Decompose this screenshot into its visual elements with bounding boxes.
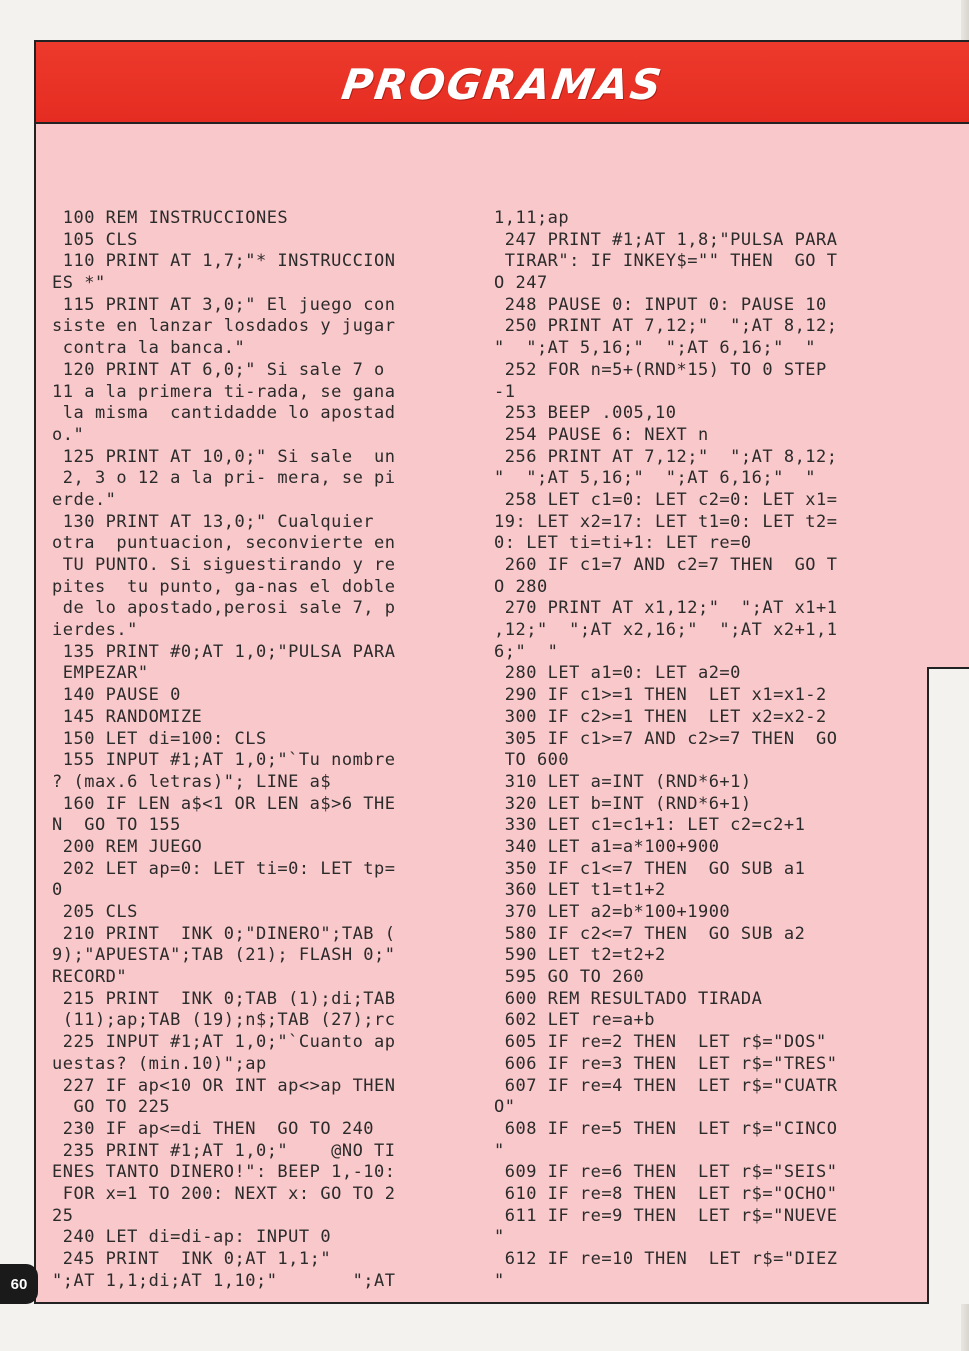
code-line: erde." <box>52 489 117 510</box>
code-line: 280 LET a1=0: LET a2=0 <box>494 663 741 684</box>
code-line: 606 IF re=3 THEN LET r$="TRES" <box>494 1053 838 1074</box>
code-line: 100 REM INSTRUCCIONES <box>52 208 289 228</box>
code-line: 120 PRINT AT 6,0;" Si sale 7 o <box>52 359 385 380</box>
code-line: -1 <box>494 381 516 402</box>
code-line: 240 LET di=di-ap: INPUT 0 <box>52 1227 332 1248</box>
code-line: 330 LET c1=c1+1: LET c2=c2+1 <box>494 815 806 836</box>
code-line: FOR x=1 TO 200: NEXT x: GO TO 2 <box>52 1183 396 1204</box>
code-line: 6;" " <box>494 641 559 662</box>
code-line: de lo apostado,perosi sale 7, p <box>52 598 396 619</box>
code-line: 0: LET ti=ti+1: LET re=0 <box>494 533 752 554</box>
code-line: 9);"APUESTA";TAB (21); FLASH 0;" <box>52 945 396 966</box>
code-line: " <box>494 1140 505 1161</box>
code-line: 611 IF re=9 THEN LET r$="NUEVE <box>494 1205 838 1226</box>
code-line: TO 600 <box>494 750 570 771</box>
code-line: N GO TO 155 <box>52 815 181 836</box>
listing-column-left <box>52 208 472 1292</box>
code-line: GO TO 225 <box>52 1097 171 1118</box>
code-line: 254 PAUSE 6: NEXT n <box>494 424 709 445</box>
code-line: 19: LET x2=17: LET t1=0: LET t2= <box>494 511 838 532</box>
code-line: pites tu punto, ga-nas el doble <box>52 576 396 597</box>
code-line: 607 IF re=4 THEN LET r$="CUATR <box>494 1075 838 1096</box>
code-line: O 280 <box>494 576 548 597</box>
code-line: 310 LET a=INT (RND*6+1) <box>494 771 752 792</box>
code-line: otra puntuacion, seconvierte en <box>52 533 396 554</box>
code-line: RECORD" <box>52 967 128 988</box>
code-line: 200 REM JUEGO <box>52 836 203 857</box>
code-line: 602 LET re=a+b <box>494 1010 656 1031</box>
code-line: 230 IF ap<=di THEN GO TO 240 <box>52 1118 375 1139</box>
code-line: 105 CLS <box>52 229 138 250</box>
program-listing-panel <box>34 124 969 1304</box>
code-line: ES *" <box>52 273 106 294</box>
code-line: 227 IF ap<10 OR INT ap<>ap THEN <box>52 1075 396 1096</box>
code-line: O" <box>494 1097 516 1118</box>
code-line: 225 INPUT #1;AT 1,0;"`Cuanto ap <box>52 1032 396 1053</box>
code-line: 247 PRINT #1;AT 1,8;"PULSA PARA <box>494 229 838 250</box>
code-line: 360 LET t1=t1+2 <box>494 880 666 901</box>
code-line: 2, 3 o 12 a la pri- mera, se pi <box>52 468 396 489</box>
code-line: 612 IF re=10 THEN LET r$="DIEZ <box>494 1249 838 1269</box>
code-line: 256 PRINT AT 7,12;" ";AT 8,12; <box>494 446 838 467</box>
code-line: 595 GO TO 260 <box>494 967 645 988</box>
code-line: 305 IF c1>=7 AND c2>=7 THEN GO <box>494 728 838 749</box>
code-line: 608 IF re=5 THEN LET r$="CINCO <box>494 1118 838 1139</box>
code-line: " ";AT 5,16;" ";AT 6,16;" " <box>494 338 817 359</box>
section-header <box>34 40 969 124</box>
code-line: 270 PRINT AT x1,12;" ";AT x1+1 <box>494 598 838 619</box>
code-line: 370 LET a2=b*100+1900 <box>494 902 731 922</box>
code-line: TU PUNTO. Si siguestirando y re <box>52 555 396 575</box>
code-line: 215 PRINT INK 0;TAB (1);di;TAB <box>52 988 396 1009</box>
code-line: O 247 <box>494 273 548 294</box>
code-line: 248 PAUSE 0: INPUT 0: PAUSE 10 <box>494 294 827 315</box>
code-line: ENES TANTO DINERO!": BEEP 1,-10: <box>52 1162 396 1183</box>
code-line: ierdes." <box>52 620 138 641</box>
code-line: 300 IF c2>=1 THEN LET x2=x2-2 <box>494 706 827 727</box>
code-line: ? (max.6 letras)"; LINE a$ <box>52 771 332 792</box>
code-line: 610 IF re=8 THEN LET r$="OCHO" <box>494 1183 838 1204</box>
code-line: 580 IF c2<=7 THEN GO SUB a2 <box>494 923 806 944</box>
code-line: 202 LET ap=0: LET ti=0: LET tp= <box>52 858 396 879</box>
code-line: 205 CLS <box>52 902 138 922</box>
code-line: 11 a la primera ti-rada, se gana <box>52 381 396 402</box>
code-line: EMPEZAR" <box>52 663 149 684</box>
code-line: contra la banca." <box>52 338 246 359</box>
code-line: 605 IF re=2 THEN LET r$="DOS" <box>494 1032 827 1053</box>
code-line: 253 BEEP .005,10 <box>494 403 677 424</box>
code-line: ,12;" ";AT x2,16;" ";AT x2+1,1 <box>494 620 838 641</box>
code-line: o." <box>52 424 85 445</box>
code-line: 609 IF re=6 THEN LET r$="SEIS" <box>494 1162 838 1183</box>
page-number: 60 <box>0 1264 38 1304</box>
code-line: 140 PAUSE 0 <box>52 685 181 706</box>
code-line: 115 PRINT AT 3,0;" El juego con <box>52 294 396 315</box>
code-line: 135 PRINT #0;AT 1,0;"PULSA PARA <box>52 641 396 662</box>
code-line: 160 IF LEN a$<1 OR LEN a$>6 THE <box>52 793 396 814</box>
code-line: 125 PRINT AT 10,0;" Si sale un <box>52 446 396 467</box>
code-line: 600 REM RESULTADO TIRADA <box>494 988 763 1009</box>
code-line: 110 PRINT AT 1,7;"* INSTRUCCION <box>52 251 396 272</box>
code-line: siste en lanzar losdados y jugar <box>52 316 396 337</box>
code-line: " <box>494 1227 505 1248</box>
code-line: 340 LET a1=a*100+900 <box>494 836 720 857</box>
code-line: " <box>494 1270 505 1291</box>
code-line: uestas? (min.10)";ap <box>52 1053 267 1074</box>
code-line: la misma cantidadde lo apostad <box>52 403 396 424</box>
code-line: 252 FOR n=5+(RND*15) TO 0 STEP <box>494 359 827 380</box>
code-line: 150 LET di=100: CLS <box>52 728 267 749</box>
code-line: TIRAR": IF INKEY$="" THEN GO T <box>494 251 838 272</box>
code-line: 1,11;ap <box>494 208 570 228</box>
code-line: 350 IF c1<=7 THEN GO SUB a1 <box>494 858 806 879</box>
code-line: 0 <box>52 880 63 901</box>
code-line: 25 <box>52 1205 74 1226</box>
code-line: 590 LET t2=t2+2 <box>494 945 666 966</box>
code-line: (11);ap;TAB (19);n$;TAB (27);rc <box>52 1010 396 1031</box>
code-line: 320 LET b=INT (RND*6+1) <box>494 793 752 814</box>
code-line: 130 PRINT AT 13,0;" Cualquier <box>52 511 375 532</box>
code-line: 235 PRINT #1;AT 1,0;" @NO TI <box>52 1140 396 1161</box>
code-line: 290 IF c1>=1 THEN LET x1=x1-2 <box>494 685 827 706</box>
code-line: " ";AT 5,16;" ";AT 6,16;" " <box>494 468 817 489</box>
code-line: 260 IF c1=7 AND c2=7 THEN GO T <box>494 555 838 575</box>
code-line: 250 PRINT AT 7,12;" ";AT 8,12; <box>494 316 838 337</box>
code-line: ";AT 1,1;di;AT 1,10;" ";AT <box>52 1270 396 1291</box>
code-line: 155 INPUT #1;AT 1,0;"`Tu nombre <box>52 750 396 771</box>
listing-column-right <box>494 208 934 1292</box>
code-line: 245 PRINT INK 0;AT 1,1;" <box>52 1249 332 1269</box>
code-line: 145 RANDOMIZE <box>52 706 203 727</box>
section-title: PROGRAMAS <box>338 60 667 109</box>
code-line: 258 LET c1=0: LET c2=0: LET x1= <box>494 489 838 510</box>
code-line: 210 PRINT INK 0;"DINERO";TAB ( <box>52 923 396 944</box>
